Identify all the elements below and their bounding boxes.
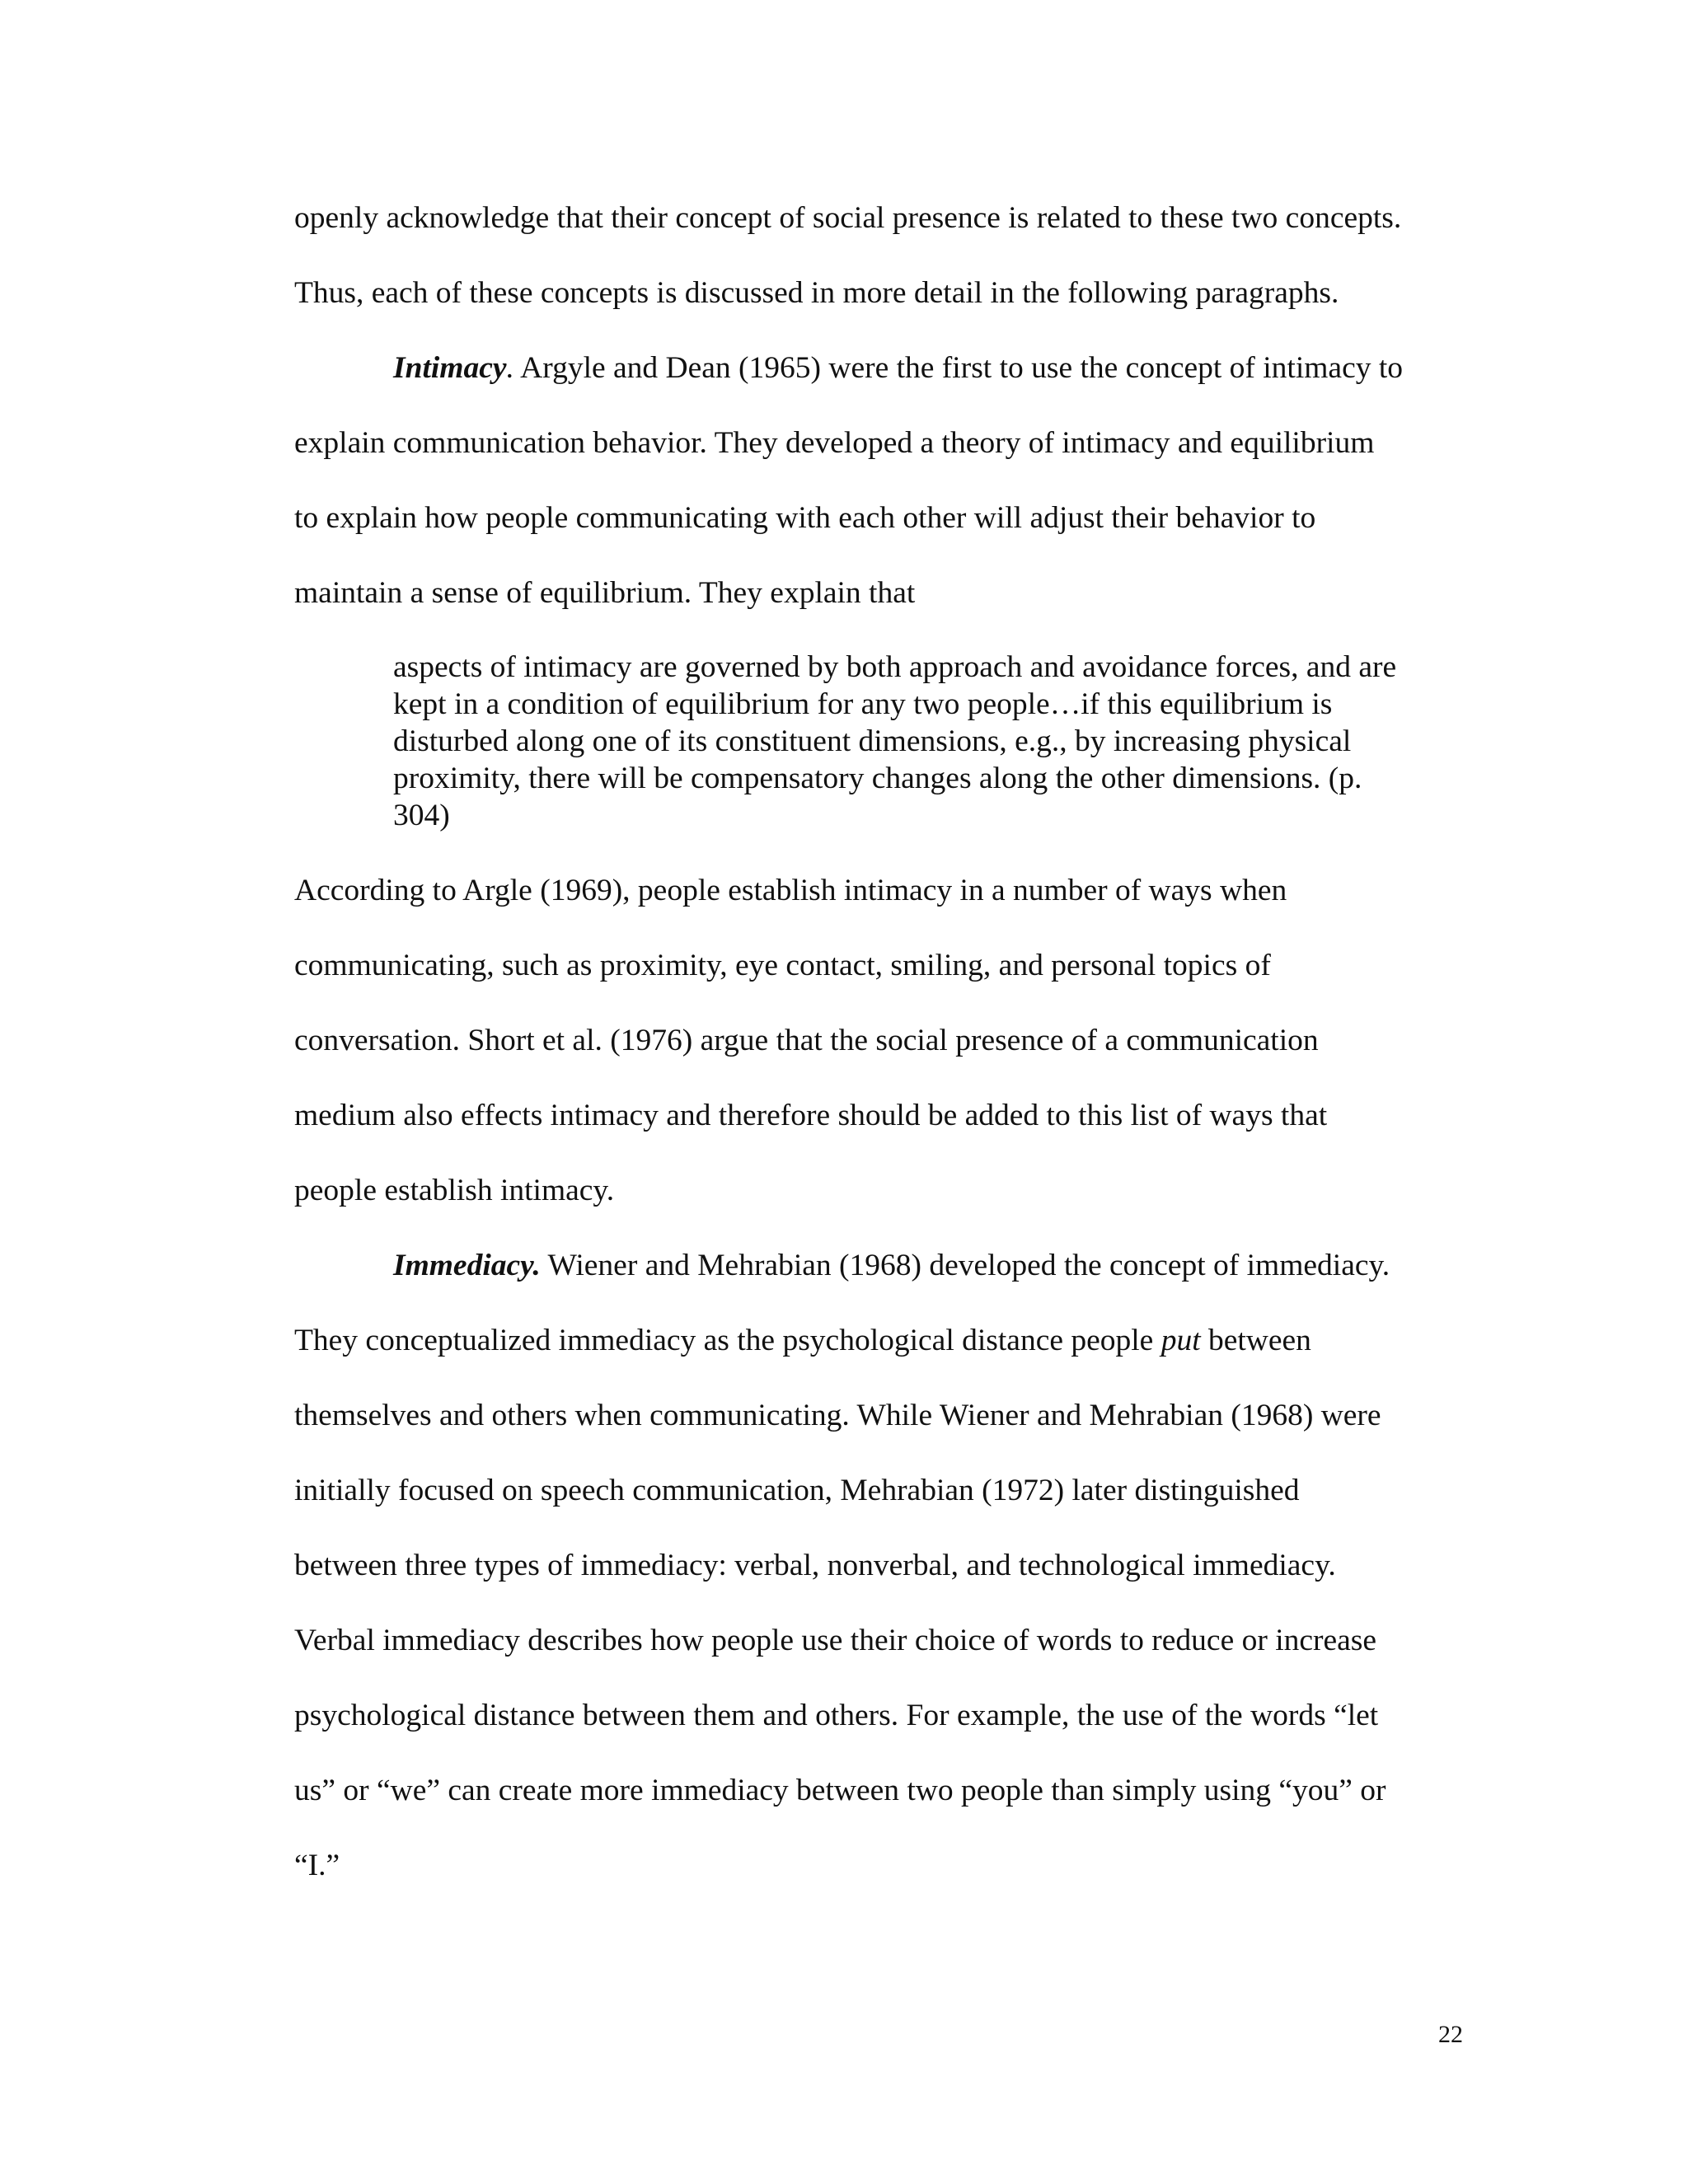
body-line: psychological distance between them and others. For example, the use of the words “let <box>294 1699 1379 1732</box>
body-line: Thus, each of these concepts is discussed in more detail in the following paragraphs. <box>294 276 1339 310</box>
body-line: maintain a sense of equilibrium. They explain that <box>294 576 916 610</box>
intimacy-first-line-text: Argyle and Dean (1965) were the first to use the concept of intimacy to <box>513 351 1404 385</box>
intimacy-heading-punct: . <box>506 351 514 385</box>
body-line: conversation. Short et al. (1976) argue that the social presence of a communication <box>294 1024 1319 1057</box>
body-line: us” or “we” can create more immediacy between two people than simply using “you” or <box>294 1774 1386 1807</box>
block-quote-line: disturbed along one of its constituent dimensions, e.g., by increasing physical <box>393 724 1352 758</box>
body-line: openly acknowledge that their concept of social presence is related to these two concepts. <box>294 201 1402 235</box>
block-quote-line: 304) <box>393 799 450 832</box>
body-line: between three types of immediacy: verbal, nonverbal, and technological immediacy. <box>294 1549 1336 1582</box>
immediacy-line-before: They conceptualized immediacy as the psychological distance people <box>294 1324 1161 1357</box>
page-number: 22 <box>1438 2021 1463 2048</box>
block-quote-line: proximity, there will be compensatory changes along the other dimensions. (p. <box>393 762 1362 795</box>
immediacy-heading: Immediacy. <box>393 1249 541 1282</box>
emphasized-word: put <box>1160 1324 1201 1357</box>
body-line: communicating, such as proximity, eye contact, smiling, and personal topics of <box>294 949 1271 982</box>
intimacy-paragraph-first-line <box>393 349 1403 387</box>
body-line: explain communication behavior. They developed a theory of intimacy and equilibrium <box>294 426 1375 460</box>
block-quote-line: kept in a condition of equilibrium for any two people…if this equilibrium is <box>393 687 1333 721</box>
body-line: people establish intimacy. <box>294 1174 615 1207</box>
body-line: “I.” <box>294 1849 340 1882</box>
body-line: to explain how people communicating with each other will adjust their behavior to <box>294 501 1316 535</box>
body-line: According to Argle (1969), people establish intimacy in a number of ways when <box>294 874 1287 907</box>
body-line: initially focused on speech communication, Mehrabian (1972) later distinguished <box>294 1474 1300 1507</box>
body-line: medium also effects intimacy and therefore should be added to this list of ways that <box>294 1099 1328 1132</box>
intimacy-heading: Intimacy <box>393 351 507 385</box>
block-quote-line: aspects of intimacy are governed by both approach and avoidance forces, and are <box>393 650 1397 684</box>
immediacy-line-after: between <box>1200 1324 1311 1357</box>
body-line: themselves and others when communicating. While Wiener and Mehrabian (1968) were <box>294 1399 1381 1432</box>
immediacy-paragraph-first-line <box>393 1247 1390 1284</box>
immediacy-first-line-text: Wiener and Mehrabian (1968) developed the concept of immediacy. <box>540 1249 1390 1282</box>
body-line: Verbal immediacy describes how people use their choice of words to reduce or increase <box>294 1624 1377 1657</box>
immediacy-line-with-emphasis <box>294 1322 1311 1359</box>
